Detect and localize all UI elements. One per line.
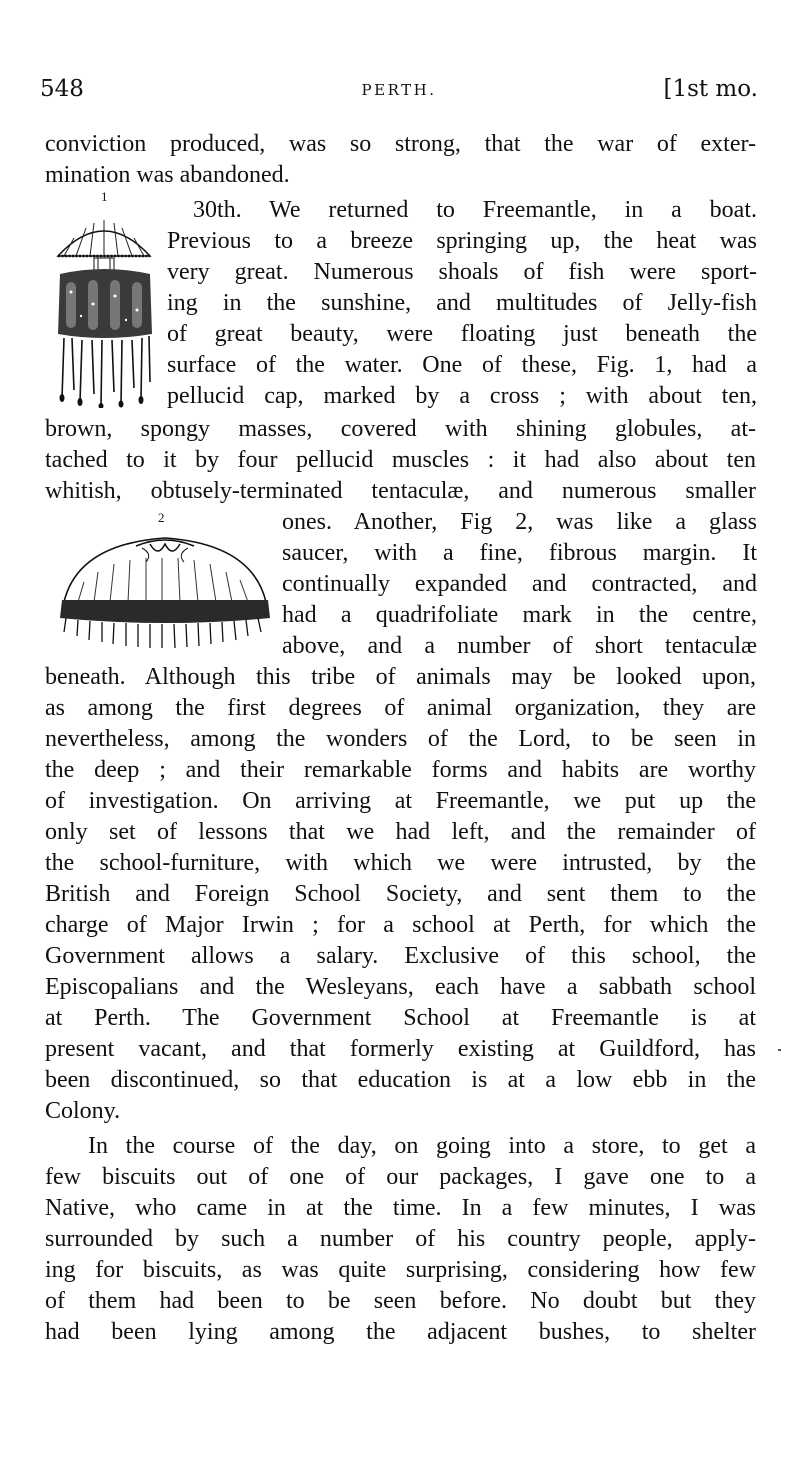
text-line: very great. Numerous shoals of fish were sport- xyxy=(167,259,757,285)
jellyfish-bell-icon xyxy=(46,212,162,408)
text-line: Previous to a breeze springing up, the heat was xyxy=(167,228,757,254)
text-line: of investigation. On arriving at Freemantle, we put up the xyxy=(45,788,756,814)
text-line: conviction produced, was so strong, that the war of exter- xyxy=(45,131,756,157)
text-line: Colony. xyxy=(45,1098,121,1124)
text-line: continually expanded and contracted, and xyxy=(282,571,757,597)
text-line: the school-furniture, with which we were intrusted, by the xyxy=(45,850,756,876)
running-title: PERTH. xyxy=(361,81,437,99)
jellyfish-saucer-icon xyxy=(58,532,272,650)
figure-1-label: 1 xyxy=(101,189,108,204)
text-line: ing for biscuits, as was quite surprising, considering how few xyxy=(45,1257,756,1283)
text-line: surface of the water. One of these, Fig. 1, had a xyxy=(167,352,757,378)
text-line: surrounded by such a number of his country people, apply- xyxy=(45,1226,756,1252)
page-number: 548 xyxy=(40,76,84,102)
section-marker: [1st mo. xyxy=(663,76,758,102)
text-line: of great beauty, were floating just beneath the xyxy=(167,321,757,347)
text-line: had a quadrifoliate mark in the centre, xyxy=(282,602,757,628)
text-line: of them had been to be seen before. No doubt but they xyxy=(45,1288,756,1314)
text-line: as among the first degrees of animal organization, they are xyxy=(45,695,756,721)
text-line: saucer, with a fine, fibrous margin. It xyxy=(282,540,757,566)
running-header xyxy=(40,76,758,110)
text-line: tached to it by four pellucid muscles : it had also about ten xyxy=(45,447,756,473)
text-line: above, and a number of short tentaculæ xyxy=(282,633,757,659)
text-line: beneath. Although this tribe of animals may be looked upon, xyxy=(45,664,756,690)
text-line: whitish, obtusely-terminated tentaculæ, and numerous smaller xyxy=(45,478,756,504)
figure-2-label: 2 xyxy=(158,510,165,525)
text-line: British and Foreign School Society, and sent them to the xyxy=(45,881,756,907)
text-line: Native, who came in at the time. In a few minutes, I was xyxy=(45,1195,756,1221)
text-line: Government allows a salary. Exclusive of this school, the xyxy=(45,943,756,969)
text-line: pellucid cap, marked by a cross ; with about ten, xyxy=(167,383,757,409)
text-line: only set of lessons that we had left, and the remainder of xyxy=(45,819,756,845)
text-line: nevertheless, among the wonders of the Lord, to be seen in xyxy=(45,726,756,752)
text-line: charge of Major Irwin ; for a school at Perth, for which the xyxy=(45,912,756,938)
text-line: had been lying among the adjacent bushes, to shelter xyxy=(45,1319,756,1345)
text-line: the deep ; and their remarkable forms and habits are worthy xyxy=(45,757,756,783)
text-line: mination was abandoned. xyxy=(45,162,290,188)
text-line: present vacant, and that formerly existing at Guildford, has xyxy=(45,1036,756,1062)
margin-speck xyxy=(778,1049,781,1051)
text-line: brown, spongy masses, covered with shining globules, at- xyxy=(45,416,756,442)
text-line: few biscuits out of one of our packages, I gave one to a xyxy=(45,1164,756,1190)
text-line: ing in the sunshine, and multitudes of Jelly-fish xyxy=(167,290,757,316)
text-line: Episcopalians and the Wesleyans, each have a sabbath school xyxy=(45,974,756,1000)
text-line: at Perth. The Government School at Freemantle is at xyxy=(45,1005,756,1031)
text-line: 30th. We returned to Freemantle, in a boat. xyxy=(193,197,757,223)
text-line: In the course of the day, on going into a store, to get a xyxy=(88,1133,756,1159)
text-line: ones. Another, Fig 2, was like a glass xyxy=(282,509,757,535)
text-line: been discontinued, so that education is at a low ebb in the xyxy=(45,1067,756,1093)
